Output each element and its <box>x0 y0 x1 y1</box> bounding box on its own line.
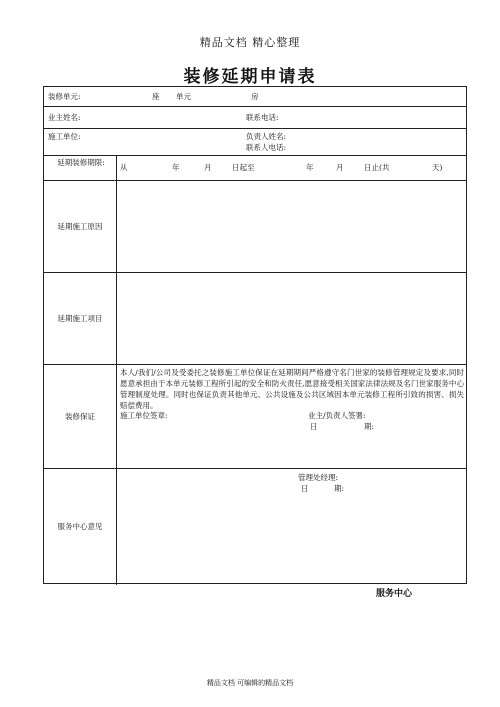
responsible-person-label: 负责人姓名: <box>246 132 287 141</box>
owner-phone-label: 联系电话: <box>246 113 279 122</box>
row-extension-items <box>44 273 466 365</box>
contact-phone-label: 联系人电话: <box>246 143 287 152</box>
day-to-label: 日止(共 <box>364 163 390 172</box>
header-text: 精品文档 精心整理 <box>199 36 301 49</box>
service-center-signature: 服务中心 <box>376 589 413 599</box>
opinion-date-day: 日 <box>301 484 309 493</box>
row-guarantee <box>44 365 466 469</box>
contractor-seal-label: 施工单位签章: <box>120 411 168 420</box>
guarantee-date-label: 期: <box>364 422 375 431</box>
extension-items-label: 延期施工项目 <box>57 313 103 323</box>
row-extension-reason <box>44 181 466 273</box>
year2-label: 年 <box>306 163 314 172</box>
owner-name-label: 业主姓名: <box>48 113 81 122</box>
application-form <box>43 86 467 584</box>
guarantee-date-day: 日 <box>310 422 318 431</box>
footer-text: 精品文档 可编辑的精品文档 <box>206 679 294 687</box>
row-service-opinion <box>44 469 466 585</box>
row-extension-period <box>44 156 466 181</box>
owner-sign-label: 业主/负责人签署: <box>308 411 366 420</box>
contractor-label: 施工单位: <box>48 132 81 141</box>
fang-label: 房 <box>251 92 259 101</box>
opinion-date-label: 期: <box>334 484 345 493</box>
row-owner <box>44 107 466 129</box>
month1-label: 月 <box>204 163 212 172</box>
year1-label: 年 <box>172 163 180 172</box>
manager-label: 管理处经理: <box>298 473 339 482</box>
day-from-label: 日起至 <box>232 163 255 172</box>
extension-period-label: 延期装修期限: <box>57 158 105 167</box>
zuo-label: 座 <box>152 92 160 101</box>
extension-reason-label: 延期施工原因 <box>57 221 103 231</box>
decoration-unit-label: 装修单元: <box>48 92 81 101</box>
guarantee-paragraph: 本人/我们/公司及受委托之装修施工单位保证在延期期间严格遵守名门世家的装修管理规定及要求,同时愿意承担由于本单元装修工程所引起的安全和防火责任,愿意接受相关国家法律法规及名门世家服务中心管理制度处理。同时也保证负责其他单元、公共设施及公共区域因本单元装修工程所引致的损害、损失赔偿费用。 <box>120 368 464 410</box>
row-decoration-unit <box>44 87 466 107</box>
danyuan-label: 单元 <box>176 92 191 101</box>
service-opinion-label: 服务中心意见 <box>57 522 103 531</box>
page-title: 装修延期申请表 <box>183 67 317 87</box>
month2-label: 月 <box>336 163 344 172</box>
from-label: 从 <box>120 163 128 172</box>
row-contractor <box>44 129 466 156</box>
days-label: 天) <box>432 163 443 172</box>
guarantee-label: 装修保证 <box>65 411 95 421</box>
